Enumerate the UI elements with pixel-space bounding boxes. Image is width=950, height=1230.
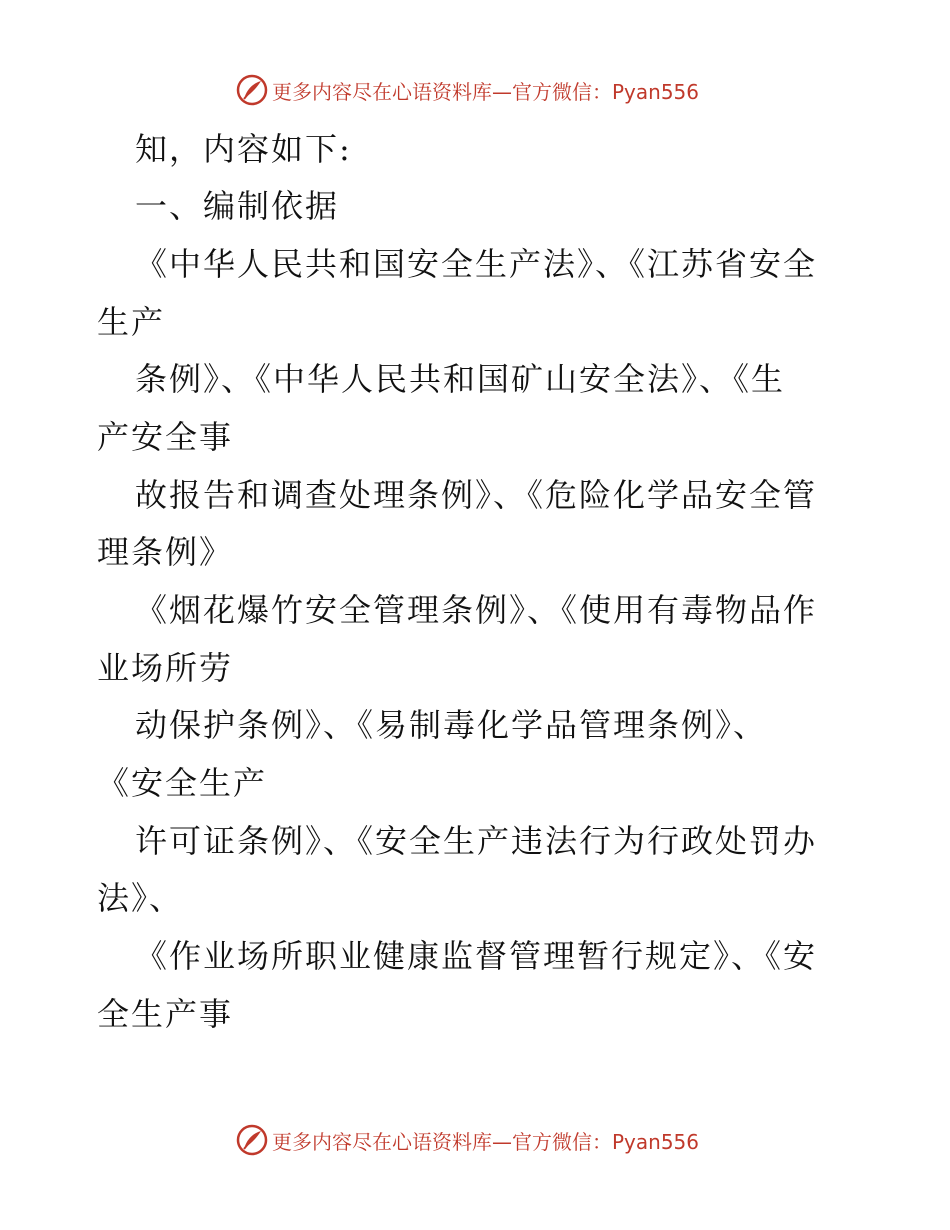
body-line: 法》、	[97, 879, 184, 917]
quill-logo-icon	[236, 74, 268, 106]
header-banner	[236, 72, 756, 108]
body-line: 《烟花爆竹安全管理条例》、《使用有毒物品作	[135, 591, 818, 629]
body-line: 许可证条例》、《安全生产违法行为行政处罚办	[135, 822, 818, 860]
body-line: 故报告和调查处理条例》、《危险化学品安全管	[135, 476, 818, 514]
body-line: 动保护条例》、《易制毒化学品管理条例》、	[135, 706, 768, 744]
footer-banner-text: 更多内容尽在心语资料库—官方微信：Pyan556	[272, 1129, 700, 1154]
body-line: 生产	[97, 303, 166, 341]
quill-logo-icon	[236, 1124, 268, 1156]
body-line: 业场所劳	[97, 649, 234, 687]
section-heading: 一、编制依据	[135, 187, 340, 225]
body-line: 《作业场所职业健康监督管理暂行规定》、《安	[135, 937, 818, 975]
body-line: 理条例》	[97, 533, 234, 571]
footer-banner	[236, 1122, 756, 1158]
body-line: 产安全事	[97, 418, 234, 456]
body-line: 知，内容如下:	[135, 130, 352, 168]
body-line: 全生产事	[97, 995, 234, 1033]
body-line: 条例》、《中华人民共和国矿山安全法》、《生	[135, 360, 786, 398]
body-line: 《中华人民共和国安全生产法》、《江苏省安全	[135, 245, 818, 283]
body-line: 《安全生产	[97, 764, 268, 802]
header-banner-text: 更多内容尽在心语资料库—官方微信：Pyan556	[272, 79, 700, 104]
